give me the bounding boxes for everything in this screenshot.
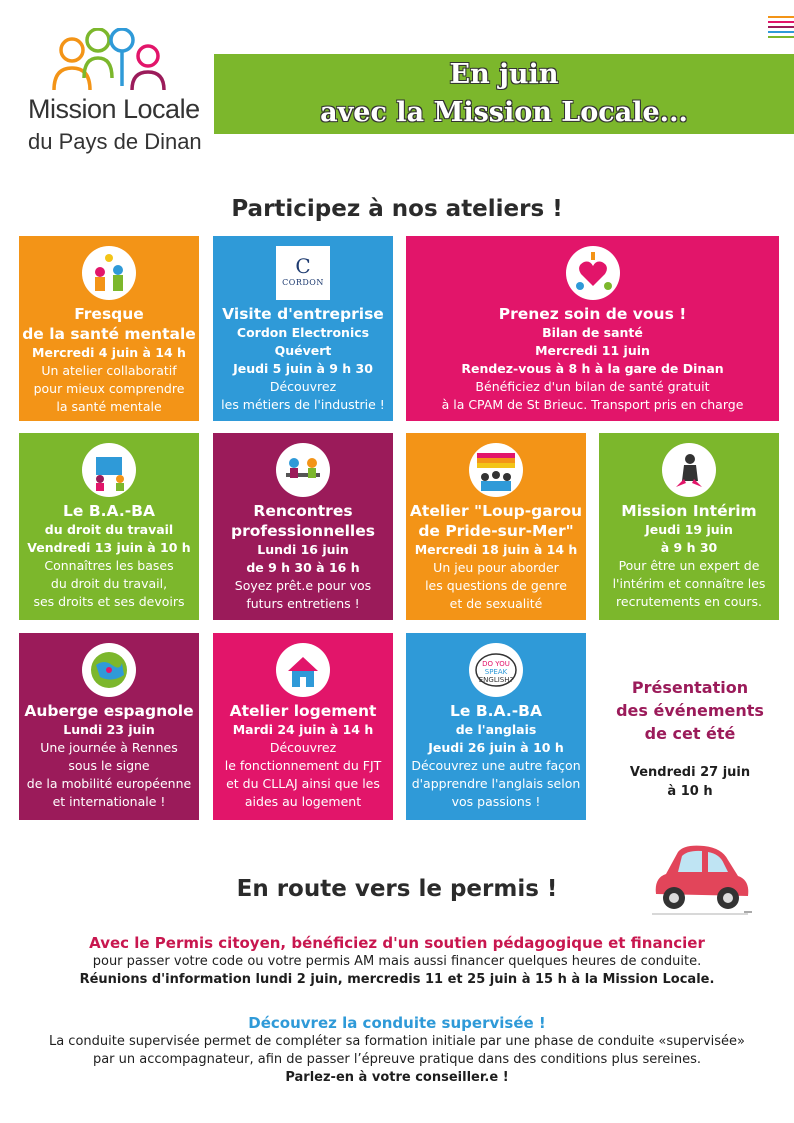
cordon-logo: C CORDON xyxy=(276,246,330,300)
card-rencontres[interactable] xyxy=(213,433,393,620)
card-desc: Découvrez une autre façon xyxy=(411,758,581,773)
card-fresque[interactable] xyxy=(19,236,199,421)
card-title: Prenez soin de vous ! xyxy=(498,305,687,323)
card-date: Mercredi 11 juin xyxy=(535,343,650,358)
header-banner xyxy=(214,54,794,134)
permis-title: En route vers le permis ! xyxy=(236,876,558,902)
card-subtitle: du droit du travail xyxy=(44,522,174,537)
presentation-evenements xyxy=(600,676,780,801)
card-desc: Soyez prêt.e pour vos xyxy=(234,578,372,593)
card-subtitle: Cordon Electronics xyxy=(236,325,370,340)
card-mission-interim[interactable] xyxy=(599,433,779,620)
card-title: Rencontres xyxy=(253,502,353,520)
svg-text:ENGLISH?: ENGLISH? xyxy=(478,676,514,684)
card-desc: Pour être un expert de xyxy=(618,558,760,573)
card-droit-travail[interactable] xyxy=(19,433,199,620)
card-subtitle: Bilan de santé xyxy=(542,325,643,340)
pride-group-icon xyxy=(469,443,523,497)
card-desc: et internationale ! xyxy=(52,794,166,809)
card-desc: Bénéficiez d'un bilan de santé gratuit xyxy=(475,379,710,394)
presentation-title: de cet été xyxy=(644,724,736,743)
card-title: Atelier logement xyxy=(229,702,377,720)
conduite-supervisee-text2: par un accompagnateur, afin de passer l’épreuve pratique dans des conditions plus sereines. xyxy=(92,1052,702,1067)
card-title: Mission Intérim xyxy=(621,502,757,520)
logo-name-line1: Mission Locale xyxy=(28,94,200,124)
card-desc: Un jeu pour aborder xyxy=(433,560,559,575)
card-desc: vos passions ! xyxy=(451,794,541,809)
card-auberge-espagnole[interactable] xyxy=(19,633,199,820)
card-date: Lundi 16 juin xyxy=(257,542,349,557)
card-date: Jeudi 26 juin à 10 h xyxy=(428,740,564,755)
card-title: Le B.A.-BA xyxy=(450,702,542,720)
card-date: Mardi 24 juin à 14 h xyxy=(232,722,374,737)
conduite-supervisee-heading: Découvrez la conduite supervisée ! xyxy=(248,1014,546,1032)
svg-text:DO YOU: DO YOU xyxy=(482,660,510,668)
speak-english-icon xyxy=(469,643,523,697)
svg-text:SPEAK: SPEAK xyxy=(484,668,508,676)
rainbow-menu-icon[interactable] xyxy=(768,16,794,40)
card-subtitle: Quévert xyxy=(274,343,332,358)
card-desc: le fonctionnement du FJT xyxy=(224,758,382,773)
card-atelier-logement[interactable] xyxy=(213,633,393,820)
presentation-time: à 10 h xyxy=(667,784,713,799)
card-desc: à la CPAM de St Brieuc. Transport pris en charge xyxy=(441,397,744,412)
card-title: de la santé mentale xyxy=(22,325,196,343)
card-anglais[interactable] xyxy=(406,633,586,820)
card-desc: Un atelier collaboratif xyxy=(41,363,177,378)
card-date: Mercredi 18 juin à 14 h xyxy=(414,542,578,557)
conduite-supervisee-paragraph xyxy=(0,1013,794,1087)
card-date: Vendredi 13 juin à 10 h xyxy=(27,540,191,555)
card-desc: d'apprendre l'anglais selon xyxy=(411,776,581,791)
card-title: de Pride-sur-Mer" xyxy=(418,522,574,540)
people-logo-icon xyxy=(50,28,168,92)
card-desc: et de sexualité xyxy=(449,596,543,611)
health-care-icon xyxy=(566,246,620,300)
ateliers-title: Participez à nos ateliers ! xyxy=(231,196,563,222)
card-desc: futurs entretiens ! xyxy=(246,596,360,611)
card-subtitle: de l'anglais xyxy=(455,722,537,737)
card-date: Lundi 23 juin xyxy=(63,722,155,737)
card-desc: ses droits et ses devoirs xyxy=(33,594,185,609)
card-date: Jeudi 19 juin xyxy=(645,522,733,537)
card-desc: Une journée à Rennes xyxy=(40,740,178,755)
card-title: Atelier "Loup-garou xyxy=(409,502,583,520)
card-desc: recrutements en cours. xyxy=(616,594,762,609)
card-title: Auberge espagnole xyxy=(24,702,194,720)
permis-citoyen-paragraph xyxy=(0,933,794,989)
rocket-person-icon xyxy=(662,443,716,497)
card-desc: du droit du travail, xyxy=(50,576,168,591)
housing-icon xyxy=(276,643,330,697)
work-meeting-icon xyxy=(82,443,136,497)
car-icon xyxy=(648,838,754,920)
card-date: Mercredi 4 juin à 14 h xyxy=(32,345,186,360)
card-desc: aides au logement xyxy=(244,794,362,809)
permis-citoyen-text: pour passer votre code ou votre permis AM mais aussi financer quelques heures de conduite. xyxy=(92,954,702,969)
header-line2: avec la Mission Locale... xyxy=(320,97,688,128)
card-time: à 9 h 30 xyxy=(660,540,718,555)
card-desc: les métiers de l'industrie ! xyxy=(221,397,385,412)
card-visite-entreprise[interactable] xyxy=(213,236,393,421)
mission-locale-logo xyxy=(28,28,202,160)
card-time: de 9 h 30 à 16 h xyxy=(246,560,360,575)
permis-citoyen-heading: Avec le Permis citoyen, bénéficiez d'un soutien pédagogique et financier xyxy=(89,934,705,952)
card-date: Jeudi 5 juin à 9 h 30 xyxy=(233,361,373,376)
card-title: Fresque xyxy=(74,305,144,323)
card-title: Visite d'entreprise xyxy=(222,305,384,323)
header-line1: En juin xyxy=(449,59,559,90)
card-meeting: Rendez-vous à 8 h à la gare de Dinan xyxy=(461,361,724,376)
permis-reunions-text: Réunions d'information lundi 2 juin, mercredis 11 et 25 juin à 15 h à la Mission Locale. xyxy=(79,972,715,987)
group-discussion-icon xyxy=(82,246,136,300)
card-desc: pour mieux comprendre xyxy=(33,381,185,396)
card-prenez-soin[interactable] xyxy=(406,236,779,421)
card-desc: de la mobilité européenne xyxy=(26,776,192,791)
europe-map-icon xyxy=(82,643,136,697)
conduite-supervisee-text1: La conduite supervisée permet de compléter sa formation initiale par une phase de conduite «supervisée» xyxy=(48,1034,746,1049)
card-title: Le B.A.-BA xyxy=(63,502,155,520)
card-title: professionnelles xyxy=(230,522,375,540)
presentation-date: Vendredi 27 juin xyxy=(629,765,751,780)
card-desc: Connaîtres les bases xyxy=(44,558,174,573)
card-desc: l'intérim et connaître les xyxy=(612,576,766,591)
card-desc: les questions de genre xyxy=(425,578,567,593)
card-desc: sous le signe xyxy=(68,758,150,773)
card-desc: Découvrez xyxy=(269,379,337,394)
presentation-title: Présentation xyxy=(631,678,749,697)
card-desc: Découvrez xyxy=(269,740,337,755)
card-loup-garou[interactable] xyxy=(406,433,586,620)
presentation-title: des événements xyxy=(616,701,764,720)
interview-icon xyxy=(276,443,330,497)
conduite-supervisee-cta: Parlez-en à votre conseiller.e ! xyxy=(285,1070,509,1085)
card-desc: la santé mentale xyxy=(56,399,162,414)
logo-name-line2: du Pays de Dinan xyxy=(28,129,202,154)
card-desc: et du CLLAJ ainsi que les xyxy=(226,776,380,791)
